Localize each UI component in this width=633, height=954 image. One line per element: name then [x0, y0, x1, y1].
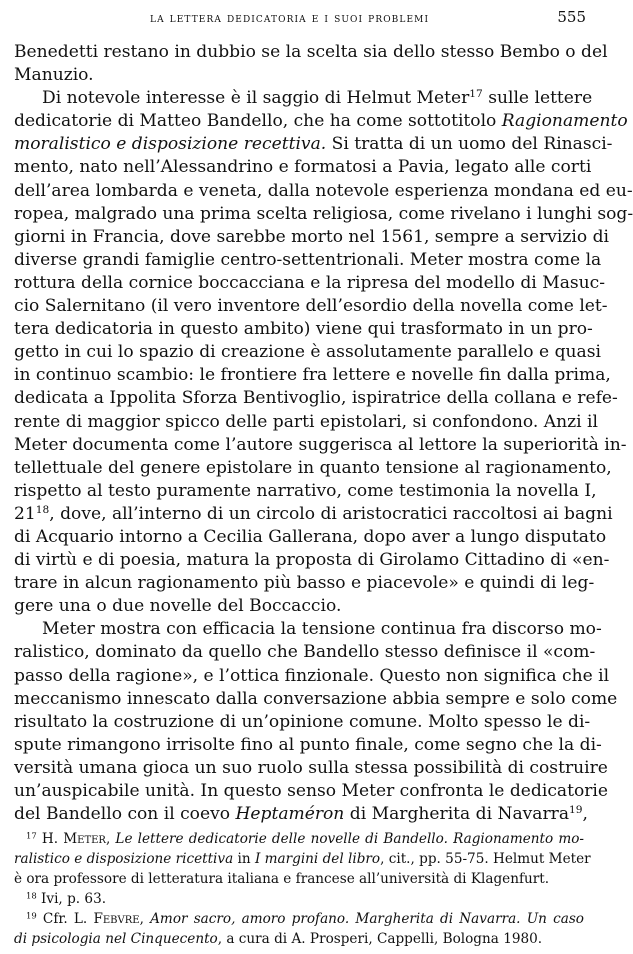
text-line: Manuzio.	[14, 65, 94, 86]
footnote-line: $^{18}$ Ivi, p. 63.	[26, 890, 107, 907]
text-line: Di notevole interesse è il saggio di Helmut Meter$^{17}$ sulle lettere	[42, 88, 593, 109]
text-line: dedicata a Ippolita Sforza Bentivoglio, ispiratrice della collana e refe-	[14, 388, 618, 409]
text-line: $21^{18}$, dove, all’interno di un circolo di aristocratici raccoltosi ai bagni	[14, 503, 613, 524]
text-line: meccanismo innescato dalla conversazione abbia sempre e solo come	[14, 688, 618, 709]
text-line: dell’area lombarda e veneta, dalla notevole esperienza mondana ed eu-	[14, 180, 633, 201]
text-line: di virtù e di poesia, matura la proposta di Girolamo Cittadino di «en-	[14, 550, 610, 571]
text-line: getto in cui lo spazio di creazione è assolutamente parallelo e quasi	[14, 342, 601, 363]
text-line: mento, nato nell’Alessandrino e formatosi a Pavia, legato alle corti	[14, 157, 592, 178]
text-line: spute rimangono irrisolte fino al punto finale, come segno che la di-	[14, 734, 602, 755]
text-line: in continuo scambio: le frontiere fra lettere e novelle fin dalla prima,	[14, 365, 611, 386]
text-line: Benedetti restano in dubbio se la scelta sia dello stesso Bembo o del	[14, 42, 608, 62]
body-text	[14, 41, 633, 826]
text-line: Meter mostra con efficacia la tensione continua fra discorso mo-	[42, 619, 602, 640]
text-line: moralistico e disposizione recettiva. Si tratta di un uomo del Rinasci-	[14, 134, 613, 155]
running-header	[150, 8, 586, 30]
text-line: passo della ragione», e l’ottica finzionale. Questo non significa che il	[14, 665, 610, 686]
footnotes	[14, 829, 591, 949]
text-line: trare in alcun ragionamento più basso e piacevole» e quindi di leg-	[14, 573, 595, 594]
footnote-line: $^{19}$ Cfr. L. Febvre, Amor sacro, amoro profano. Margherita di Navarra. Un caso	[26, 910, 584, 927]
text-line: del Bandello con il coevo Heptaméron di Margherita di Navarra$^{19}$,	[14, 804, 588, 825]
text-line: cio Salernitano (il vero inventore dell’esordio della novella come let-	[14, 296, 608, 317]
text-line: risultato la costruzione di un’opinione comune. Molto spesso le di-	[14, 711, 591, 732]
footnote-line: ralistico e disposizione ricettiva in I margini del libro, cit., pp. 55-75. Helmut Meter	[14, 851, 591, 867]
text-line: rente di maggior spicco delle parti epistolari, si confondono. Anzi il	[14, 411, 598, 432]
text-line: un’auspicabile unità. In questo senso Meter confronta le dedicatorie	[14, 781, 608, 801]
footnote-line: è ora professore di letteratura italiana e francese all’università di Klagenfurt.	[14, 871, 550, 887]
text-line: di Acquario intorno a Cecilia Gallerana, dopo aver a lungo disputato	[14, 526, 607, 547]
footnote-line: di psicologia nel Cinquecento, a cura di A. Prosperi, Cappelli, Bologna 1980.	[14, 931, 543, 947]
text-line: gere una o due novelle del Boccaccio.	[14, 596, 342, 617]
text-line: versità umana gioca un suo ruolo sulla stessa possibilità di costruire	[14, 757, 608, 778]
text-line: ropea, malgrado una prima scelta religiosa, come rivelano i lunghi sog-	[14, 203, 633, 224]
text-line: diverse grandi famiglie centro-settentrionali. Meter mostra come la	[14, 249, 602, 270]
text-line: giorni in Francia, dove sarebbe morto nel 1561, sempre a servizio di	[14, 226, 609, 247]
text-line: Meter documenta come l’autore suggerisca al lettore la superiorità in-	[14, 434, 627, 455]
text-line: ralistico, dominato da quello che Bandello stesso definisce il «com-	[14, 642, 596, 663]
text-line: dedicatorie di Matteo Bandello, che ha come sottotitolo Ragionamento	[14, 111, 628, 132]
page-number: 555	[557, 8, 586, 26]
text-line: rottura della cornice boccacciana e la ripresa del modello di Masuc-	[14, 272, 606, 293]
text-line: tera dedicatoria in questo ambito) viene qui trasformato in un pro-	[14, 319, 593, 340]
footnote-line: $^{17}$ H. Meter, Le lettere dedicatorie delle novelle di Bandello. Ragionamento mo-	[26, 830, 584, 847]
text-line: rispetto al testo puramente narrativo, come testimonia la novella I,	[14, 480, 597, 501]
running-title: la lettera dedicatoria e i suoi problemi	[150, 11, 430, 25]
text-line: tellettuale del genere epistolare in quanto tensione al ragionamento,	[14, 457, 612, 478]
